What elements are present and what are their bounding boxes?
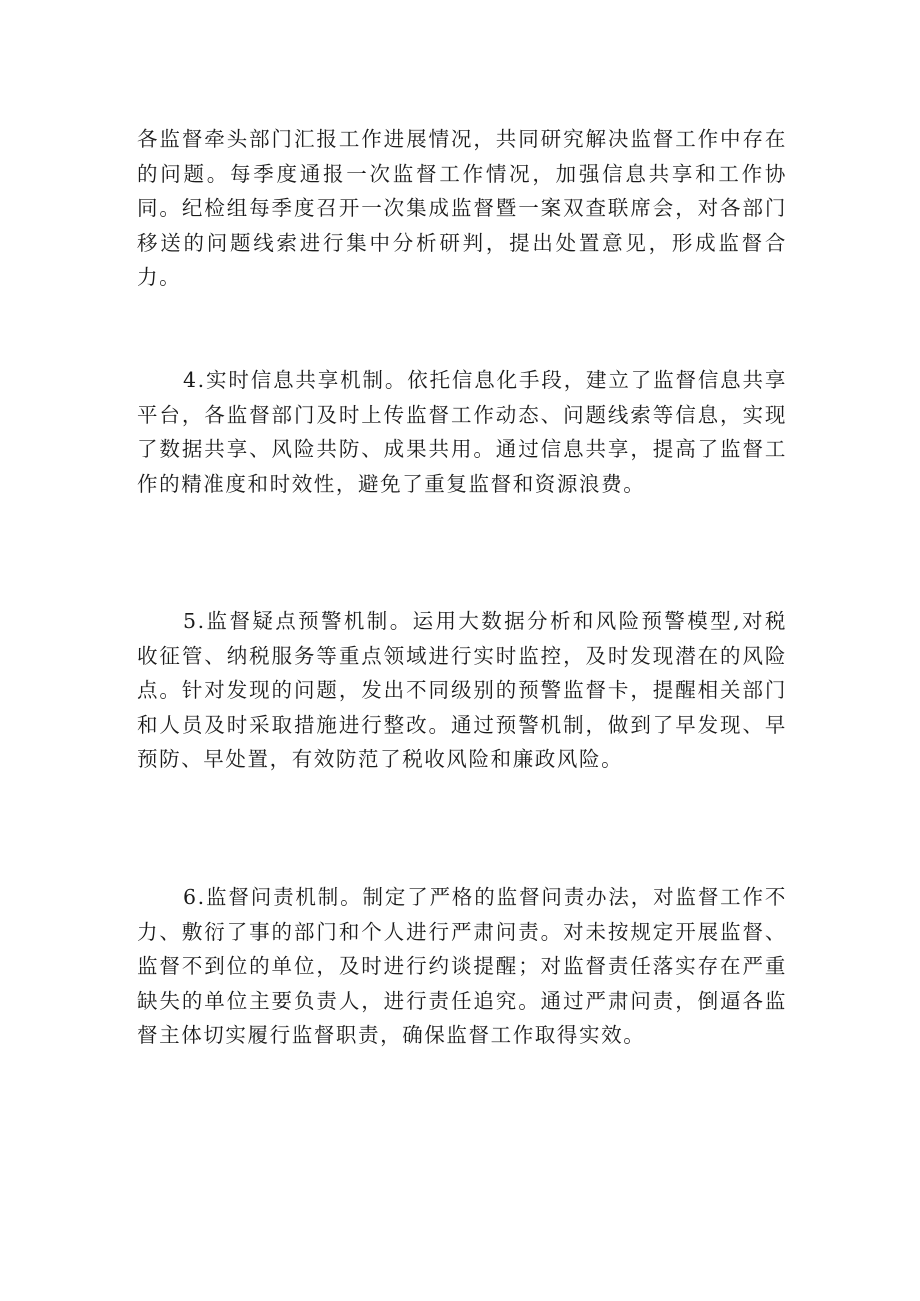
paragraph-item-6: 6.监督问责机制。制定了严格的监督问责办法，对监督工作不力、敷衍了事的部门和个人进行严肃问责。对未按规定开展监督、监督不到位的单位，及时进行约谈提醒；对监督责任落实存在严重缺失的单位主要负责人，进行责任追究。通过严肃问责，倒逼各监督主体切实履行监督职责，确保监督工作取得实效。 (137, 885, 787, 1047)
paragraph-item-5: 5.监督疑点预警机制。运用大数据分析和风险预警模型,对税收征管、纳税服务等重点领域进行实时监控，及时发现潜在的风险点。针对发现的问题，发出不同级别的预警监督卡，提醒相关部门和人员及时采取措施进行整改。通过预警机制，做到了早发现、早预防、早处置，有效防范了税收风险和廉政风险。 (137, 609, 787, 771)
paragraph-item-4: 4.实时信息共享机制。依托信息化手段，建立了监督信息共享平台，各监督部门及时上传监督工作动态、问题线索等信息，实现了数据共享、风险共防、成果共用。通过信息共享，提高了监督工作的精准度和时效性，避免了重复监督和资源浪费。 (137, 368, 787, 496)
paragraph-continuation: 各监督牵头部门汇报工作进展情况，共同研究解决监督工作中存在的问题。每季度通报一次监督工作情况，加强信息共享和工作协同。纪检组每季度召开一次集成监督暨一案双查联席会，对各部门移送的问题线索进行集中分析研判，提出处置意见，形成监督合力。 (137, 127, 787, 289)
